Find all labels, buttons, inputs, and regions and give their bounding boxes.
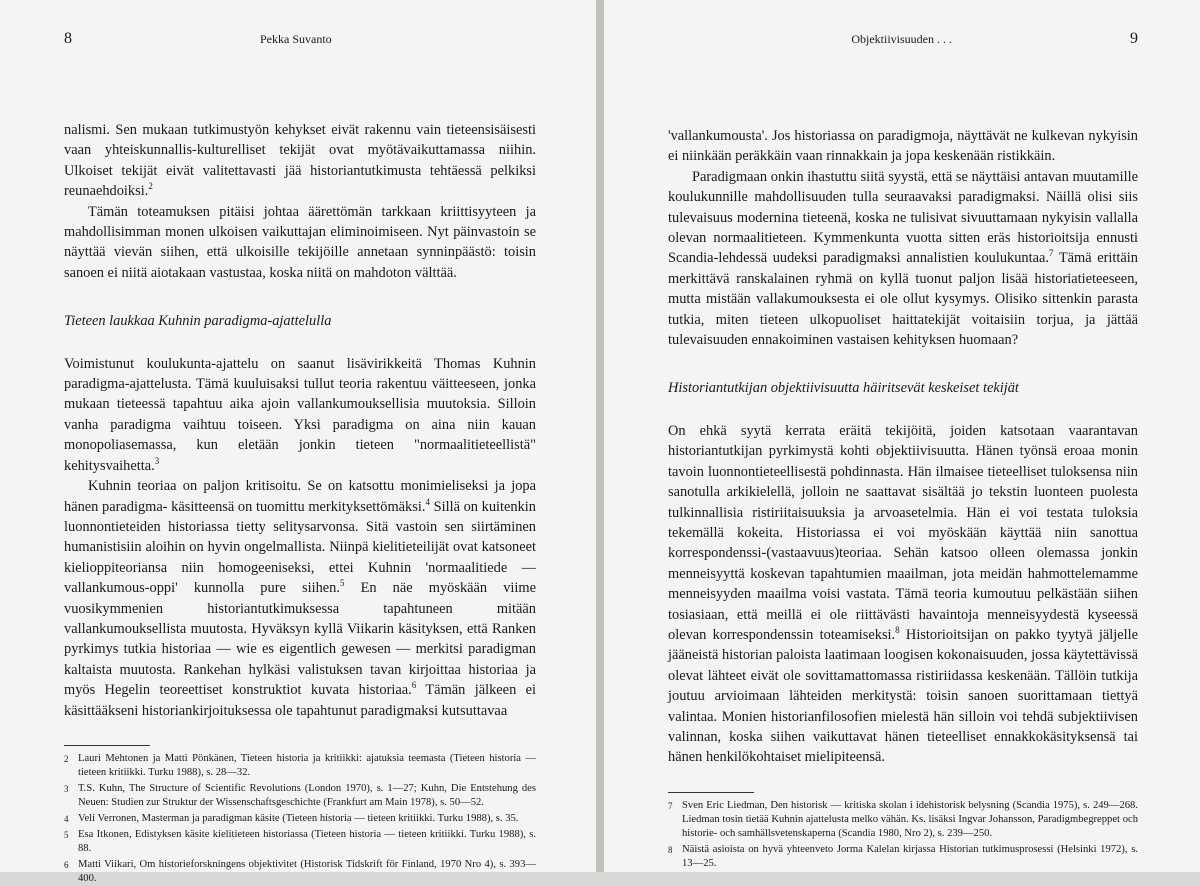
- footnote-ref: 4: [425, 496, 430, 507]
- footnote: [64, 828, 536, 856]
- book-gutter: [596, 0, 604, 872]
- footnotes: [64, 752, 536, 886]
- page-number: 9: [1130, 30, 1138, 47]
- footnote: [64, 812, 536, 826]
- footnote-text: Lauri Mehtonen ja Matti Pönkänen, Tieteen historia ja kritiikki: ajatuksia teemasta (Tieteen historia — tieteen kritiikki. Turku 1988), s. 28—32.: [78, 752, 536, 778]
- footnote-number: 5: [64, 829, 69, 840]
- footnote-ref: 3: [154, 455, 160, 466]
- paragraph: Tämän toteamuksen pitäisi johtaa äärettömän tarkkaan kriittisyyteen ja mahdollisimman monen ulkoisen vaikuttajan eliminoimiseen. Nyt päinvastoin se näyttää vievän siihen, että ulkoisille tekijöille annetaan synninpäästö: toisin sanoen ei niitä aiotakaan vastustaa, koska niitä on mahdoton välttää.: [64, 203, 536, 281]
- footnote-number: 4: [64, 813, 69, 824]
- footnotes: [668, 799, 1138, 871]
- footnote-number: 2: [64, 753, 69, 764]
- left-body-text: [64, 120, 536, 721]
- footnote: [64, 752, 536, 780]
- section-heading: Tieteen laukkaa Kuhnin paradigma-ajattelulla: [64, 313, 332, 330]
- footnote-text: Sven Eric Liedman, Den historisk — kritiska skolan i idehistorisk belysning (Scandia 1975), s. 249—268. Liedman tosin tietää Kuhnin ajattelusta melko vähän. Ks. lisäksi Ingvar Johansson, Paradigmbegreppet och historie- och samhällsvetenskaperna (Scandia 1980, Nro 2), s. 239—250.: [682, 799, 1138, 839]
- paragraph: Voimistunut koulukunta-ajattelu on saanut lisävirikkeitä Thomas Kuhnin paradigma-ajattelusta. Tämä kuuluisaksi tullut teoria rakentuu väitteeseen, jonka mukaan tieteessä tapahtuu aika ajoin vallankumouksellisia muutoksia. Silloin vanha paradigma vaihtuu toiseen. Yksi paradigma on aina niin kauan monopoliasemassa, kun eletään jonkin tieteen "normaalitieteellistä" kehitysvaihetta.$^3$: [64, 355, 536, 474]
- footnote-text: Veli Verronen, Masterman ja paradigman käsite (Tieteen historia — tieteen kritiikki. Turku 1988), s. 35.: [78, 812, 519, 824]
- running-head: Pekka Suvanto: [260, 32, 332, 46]
- left-page-header: [64, 30, 536, 54]
- footnote-number: 6: [64, 859, 69, 870]
- section-heading: Historiantutkijan objektiivisuutta häiritsevät keskeiset tekijät: [668, 380, 1019, 397]
- footnote-text: Esa Itkonen, Edistyksen käsite kielitieteen historiassa (Tieteen historia — tieteen kritiikki. Turku 1988), s. 88.: [78, 828, 536, 854]
- paragraph: nalismi. Sen mukaan tutkimustyön kehykset eivät rakennu vain tieteensisäisesti vaan yhteiskunnallis-kulturelliset tekijät ovat myötävaikuttamassa niihin. Ulkoiset tekijät eivät valitettavasti jää historiantutkimusta tehtäessä pelkiksi reunaehdoiksi.$^2$: [64, 122, 536, 200]
- footnote-divider: [64, 745, 150, 746]
- footnote: [64, 858, 536, 886]
- footnote: [668, 799, 1138, 841]
- footnote-ref: 2: [148, 181, 153, 192]
- footnote-text: Näistä asioista on hyvä yhteenveto Jorma Kalelan kirjassa Historian tutkimusprosessi (Helsinki 1972), s. 13—25.: [682, 843, 1138, 869]
- paragraph: Paradigmaan onkin ihastuttu siitä syystä, että se näyttäisi antavan muutamille koulukunnille mahdollisuuden tulla seuraavaksi paradigmaksi. Näillä olisi siis tulevaisuus modernina tieteenä, koska ne tulisivat sivuuttamaan nykyisin vallalla olevan normaalitieteen. Kymmenkunta vuotta sitten eräs historioitsija ennusti Scandia-lehdessä uudeksi paradigmaksi annalistien koulukuntaa.$^7$ Tämä erittäin merkittävä ranskalainen ryhmä on kyllä tuonut paljon lisää historiatieteeseen, mutta mistään vallakumouksesta ei ole ollut kysymys. Olisiko sittenkin parasta tutkia, miten tieteen ulkopuoliset haittatekijät voitaisiin torjua, ja jättää tulevaisuuden ennakoiminen vastaisen kehityksen huomaan?: [668, 168, 1138, 349]
- footnote-divider: [668, 792, 754, 793]
- running-head: Objektiivisuuden . . .: [851, 32, 952, 46]
- footnote-text: Matti Viikari, Om historieforskningens objektivitet (Historisk Tidskrift för Finland, 1970 Nro 4), s. 393—400.: [78, 858, 536, 884]
- left-page: [0, 0, 596, 884]
- footnote-number: 7: [668, 800, 673, 811]
- footnote-ref: 7: [1048, 248, 1054, 259]
- right-page-header: [668, 30, 1138, 54]
- footnote: [668, 843, 1138, 871]
- paragraph: 'vallankumousta'. Jos historiassa on paradigmoja, näyttävät ne kulkevan nykyisin ei niinkään peräkkäin vaan rinnakkain ja jopa keskenään ristikkäin.: [668, 128, 1138, 165]
- footnote-ref: 8: [895, 625, 900, 636]
- footnote: [64, 782, 536, 810]
- paragraph: On ehkä syytä kerrata eräitä tekijöitä, joiden katsotaan vaarantavan historiantutkijan pyrkimystä kohti objektiivisuutta. Hänen työnsä eroaa monin tavoin luonnontieteellisestä pohdinnasta. Hän ilmaisee tieteelliset tuloksensa niin sanotulla arkikielellä, jolloin ne saattavat sisältää jo tekstin luonteen puolesta tulkinnallisia ristiriitaisuuksia ja arvoasetelmia. Hän ei voi testata tuloksia tekemällä kokeita. Historiassa ei voi myöskään käyttää niin sanottua korrespondenssi-(vastaavuus)teoriaa. Sehän katsoo olleen olemassa jonkin menneisyyttä koskevan tapahtumien maailman, jota meidän hahmottelemamme menneisyyden maailma voisi vastata. Tämä teoria kumoutuu pelkästään siihen tosiasiaan, että meillä ei ole riittävästi havaintoja menneisyydestä kyseessä olevan korrespondenssin toteamiseksi.$^8$ Historioitsijan on pakko tyytyä jäljelle jääneistä historian paloista laatimaan loogisen kokonaisuuden, jossa käytettävissä olevat lähteet eivät ole sovittamattomassa ristiriidassa keskenään. Tällöin tutkija joutuu arvioimaan lähteiden merkitystä: toisin sanoen suorittamaan tiettyä valintaa. Monien historianfilosofien mielestä hän silloin voi tehdä subjektiivisen valinnan, koska siihen vaikuttavat hänen tieteelliset ennakkokäsityksensä tai hänen henkilökohtaiset mielipiteensä.: [668, 422, 1139, 766]
- page-number: 8: [64, 30, 72, 47]
- paragraph: Kuhnin teoriaa on paljon kritisoitu. Se on katsottu monimieliseksi ja jopa hänen paradigma- käsitteensä on tuomittu merkityksettömäksi.$^4$ Sillä on kuitenkin luonnontieteiden historiassa tietty selitysarvonsa. Sitä vastoin sen siirtäminen humanistisiin aloihin on hyvin ongelmallista. Niinpä kielitieteilijät ovat katsoneet kielioppiteoriansa niin homogeeniseksi, ettei Kuhnin 'normaalitiede — vallankumous-oppi' kunnolla pure siihen.$^5$ En näe myöskään viime vuosikymmenien historiantutkimuksessa tapahtuneen mitään vallankumouksellista muutosta. Hyväksyn kyllä Viikarin käsityksen, että Ranken pyrkimys tutkia historiaa — wie es eigentlich gewesen — merkitsi paradigman kaltaista muutosta. Rankehan hylkäsi valistuksen tavan kirjoittaa historiaa ja myös Hegelin teoreettiset konstruktiot kuvata historiaa.$^6$ Tämän jälkeen ei käsittääkseni historiankirjoituksessa ole tapahtunut paradigmaksi kutsuttavaa: [64, 478, 537, 719]
- right-page: [604, 0, 1200, 872]
- footnote-number: 3: [64, 783, 69, 794]
- footnote-number: 8: [668, 844, 673, 855]
- footnote-ref: 5: [339, 578, 345, 589]
- footnote-text: T.S. Kuhn, The Structure of Scientific Revolutions (London 1970), s. 1—27; Kuhn, Die Entstehung des Neuen: Studien zur Struktur der Wissenschaftsgeschichte (Frankfurt am Main 1978), s. 50—52.: [78, 782, 536, 808]
- footnote-ref: 6: [411, 680, 417, 691]
- right-body-text: [668, 126, 1138, 768]
